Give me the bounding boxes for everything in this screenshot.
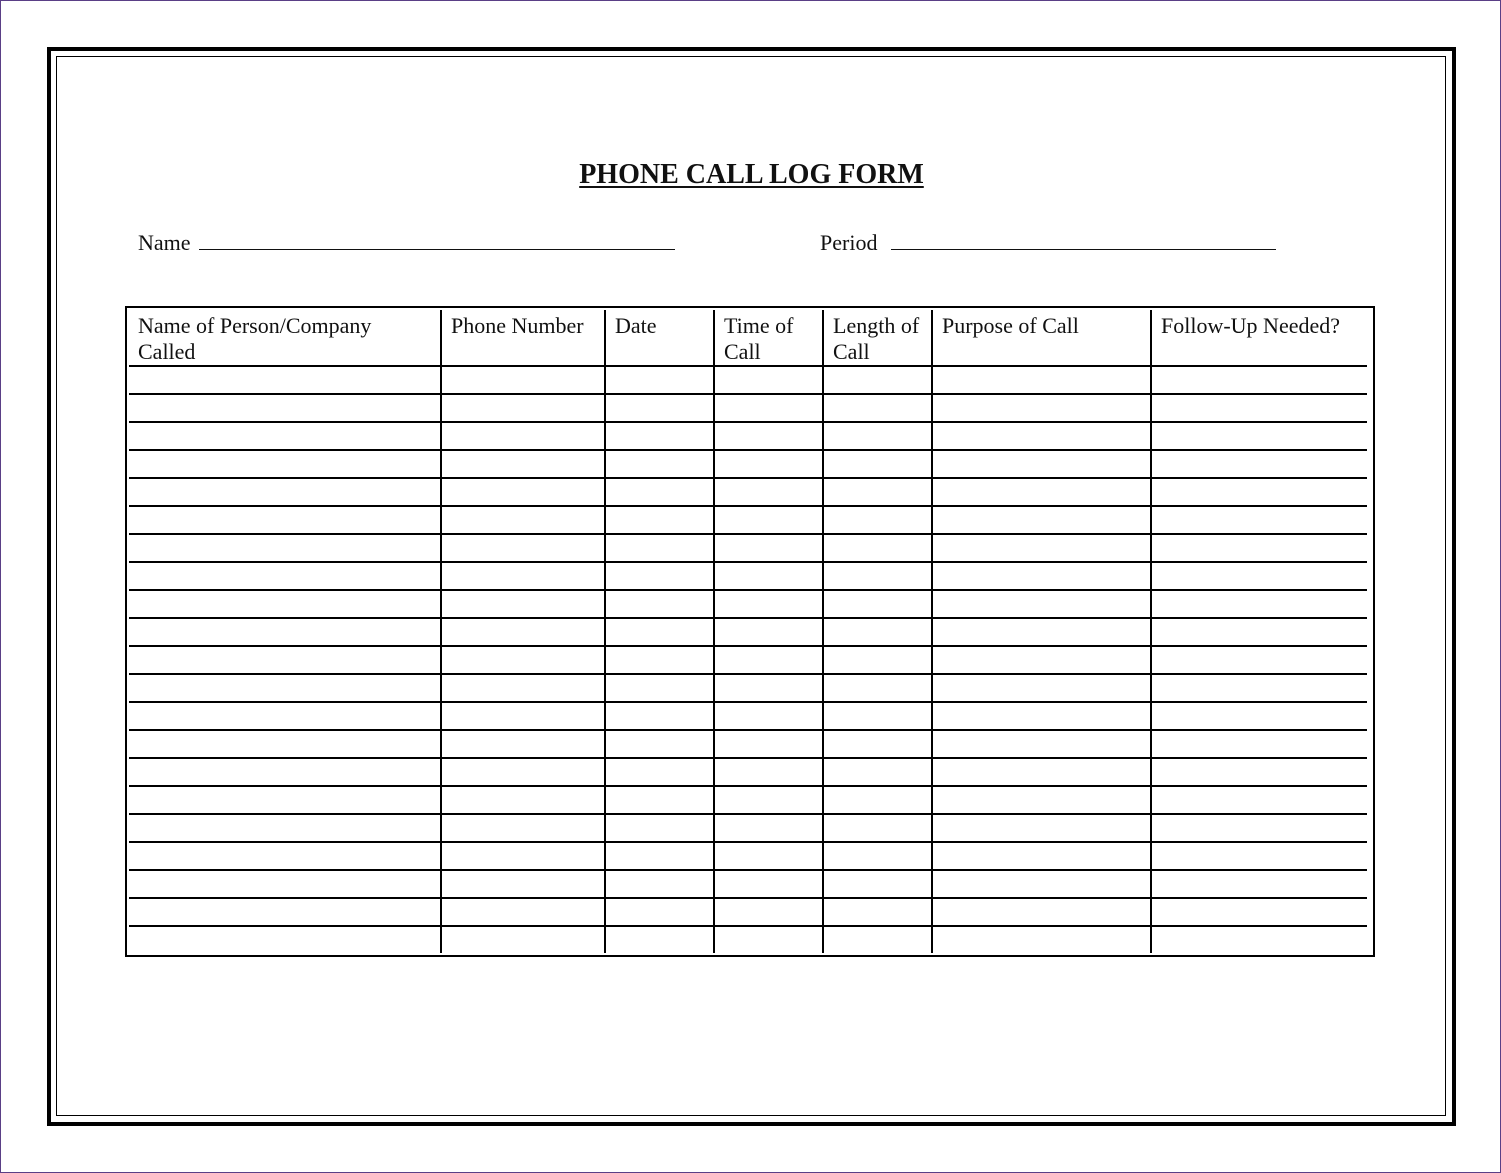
table-cell[interactable] xyxy=(129,730,441,758)
table-cell[interactable] xyxy=(932,534,1151,562)
table-cell[interactable] xyxy=(823,478,932,506)
table-cell[interactable] xyxy=(129,366,441,394)
table-cell[interactable] xyxy=(129,618,441,646)
table-row xyxy=(129,674,1367,702)
table-cell[interactable] xyxy=(932,562,1151,590)
table-cell[interactable] xyxy=(932,730,1151,758)
name-field xyxy=(138,230,675,256)
table-cell[interactable] xyxy=(932,870,1151,898)
column-header: Date xyxy=(605,310,714,366)
table-cell[interactable] xyxy=(932,842,1151,870)
table-row xyxy=(129,870,1367,898)
table-cell[interactable] xyxy=(932,674,1151,702)
table-cell[interactable] xyxy=(1151,842,1367,870)
table-cell[interactable] xyxy=(441,590,605,618)
table-cell[interactable] xyxy=(441,422,605,450)
table-cell[interactable] xyxy=(714,394,823,422)
table-cell[interactable] xyxy=(1151,898,1367,926)
table-cell[interactable] xyxy=(714,786,823,814)
table-row xyxy=(129,506,1367,534)
table-cell[interactable] xyxy=(1151,450,1367,478)
table-cell[interactable] xyxy=(823,926,932,953)
table-cell[interactable] xyxy=(441,478,605,506)
table-cell[interactable] xyxy=(441,926,605,953)
table-cell[interactable] xyxy=(129,758,441,786)
table-cell[interactable] xyxy=(605,478,714,506)
table-cell[interactable] xyxy=(1151,534,1367,562)
table-cell[interactable] xyxy=(823,702,932,730)
form-title xyxy=(1,159,1501,191)
table-cell[interactable] xyxy=(823,814,932,842)
table-cell[interactable] xyxy=(932,506,1151,534)
table-row xyxy=(129,730,1367,758)
table-cell[interactable] xyxy=(441,730,605,758)
table-cell[interactable] xyxy=(714,562,823,590)
column-header: Purpose of Call xyxy=(932,310,1151,366)
table-cell[interactable] xyxy=(714,674,823,702)
table-cell[interactable] xyxy=(605,450,714,478)
period-blank-line[interactable] xyxy=(891,231,1276,250)
table-cell[interactable] xyxy=(129,870,441,898)
table-cell[interactable] xyxy=(1151,674,1367,702)
table-row xyxy=(129,562,1367,590)
table-cell[interactable] xyxy=(823,506,932,534)
table-cell[interactable] xyxy=(441,394,605,422)
table-cell[interactable] xyxy=(1151,562,1367,590)
table-cell[interactable] xyxy=(441,674,605,702)
table-cell[interactable] xyxy=(714,926,823,953)
table-cell[interactable] xyxy=(714,366,823,394)
table-cell[interactable] xyxy=(1151,926,1367,953)
table-cell[interactable] xyxy=(129,674,441,702)
table-row xyxy=(129,646,1367,674)
table-cell[interactable] xyxy=(129,814,441,842)
table-cell[interactable] xyxy=(932,366,1151,394)
table-cell[interactable] xyxy=(605,730,714,758)
table-row xyxy=(129,618,1367,646)
table-cell[interactable] xyxy=(714,422,823,450)
form-title-text: PHONE CALL LOG FORM xyxy=(579,159,924,190)
table-cell[interactable] xyxy=(1151,618,1367,646)
table-cell[interactable] xyxy=(932,814,1151,842)
table-row xyxy=(129,842,1367,870)
table-cell[interactable] xyxy=(1151,394,1367,422)
table-cell[interactable] xyxy=(714,590,823,618)
table-cell[interactable] xyxy=(441,366,605,394)
table-cell[interactable] xyxy=(714,618,823,646)
table-cell[interactable] xyxy=(932,646,1151,674)
table-cell[interactable] xyxy=(441,842,605,870)
table-row xyxy=(129,422,1367,450)
table-cell[interactable] xyxy=(441,758,605,786)
table-body xyxy=(129,366,1367,953)
table-cell[interactable] xyxy=(714,814,823,842)
table-cell[interactable] xyxy=(129,590,441,618)
table-cell[interactable] xyxy=(605,898,714,926)
table-cell[interactable] xyxy=(605,562,714,590)
table-cell[interactable] xyxy=(714,478,823,506)
call-log-table xyxy=(129,310,1367,953)
table-header-row xyxy=(129,310,1367,366)
table-cell[interactable] xyxy=(605,366,714,394)
table-cell[interactable] xyxy=(441,702,605,730)
table-cell[interactable] xyxy=(441,450,605,478)
table-cell[interactable] xyxy=(714,534,823,562)
table-cell[interactable] xyxy=(823,842,932,870)
table-row xyxy=(129,786,1367,814)
name-label: Name xyxy=(138,230,191,255)
column-header: Follow-Up Needed? xyxy=(1151,310,1367,366)
table-cell[interactable] xyxy=(823,730,932,758)
table-row xyxy=(129,394,1367,422)
table-cell[interactable] xyxy=(129,394,441,422)
column-header: Name of Person/Company Called xyxy=(129,310,441,366)
table-cell[interactable] xyxy=(129,786,441,814)
table-cell[interactable] xyxy=(1151,730,1367,758)
table-cell[interactable] xyxy=(129,926,441,953)
table-cell[interactable] xyxy=(823,786,932,814)
table-cell[interactable] xyxy=(129,646,441,674)
table-cell[interactable] xyxy=(441,618,605,646)
table-cell[interactable] xyxy=(1151,758,1367,786)
table-row xyxy=(129,926,1367,953)
table-cell[interactable] xyxy=(605,618,714,646)
period-label: Period xyxy=(820,230,878,255)
table-cell[interactable] xyxy=(823,898,932,926)
table-row xyxy=(129,450,1367,478)
table-cell[interactable] xyxy=(605,674,714,702)
column-header: Time of Call xyxy=(714,310,823,366)
table-cell[interactable] xyxy=(129,898,441,926)
table-cell[interactable] xyxy=(441,814,605,842)
table-row xyxy=(129,814,1367,842)
table-row xyxy=(129,590,1367,618)
table-cell[interactable] xyxy=(441,506,605,534)
table-cell[interactable] xyxy=(823,450,932,478)
table-cell[interactable] xyxy=(714,842,823,870)
table-cell[interactable] xyxy=(932,618,1151,646)
table-cell[interactable] xyxy=(1151,814,1367,842)
table-cell[interactable] xyxy=(441,786,605,814)
table-row xyxy=(129,478,1367,506)
table-cell[interactable] xyxy=(129,562,441,590)
table-cell[interactable] xyxy=(129,702,441,730)
table-cell[interactable] xyxy=(714,730,823,758)
table-cell[interactable] xyxy=(605,534,714,562)
table-cell[interactable] xyxy=(823,366,932,394)
table-cell[interactable] xyxy=(823,590,932,618)
table-cell[interactable] xyxy=(605,926,714,953)
table-cell[interactable] xyxy=(714,758,823,786)
table-cell[interactable] xyxy=(605,422,714,450)
table-cell[interactable] xyxy=(1151,366,1367,394)
table-cell[interactable] xyxy=(1151,422,1367,450)
column-header: Phone Number xyxy=(441,310,605,366)
table-cell[interactable] xyxy=(1151,590,1367,618)
table-cell[interactable] xyxy=(823,758,932,786)
table-cell[interactable] xyxy=(441,534,605,562)
table-cell[interactable] xyxy=(605,870,714,898)
table-row xyxy=(129,702,1367,730)
call-log-table-frame xyxy=(125,306,1375,957)
table-cell[interactable] xyxy=(932,590,1151,618)
table-cell[interactable] xyxy=(714,646,823,674)
table-cell[interactable] xyxy=(823,646,932,674)
table-cell[interactable] xyxy=(129,422,441,450)
table-row xyxy=(129,758,1367,786)
table-cell[interactable] xyxy=(1151,506,1367,534)
name-blank-line[interactable] xyxy=(199,231,675,250)
table-cell[interactable] xyxy=(1151,478,1367,506)
table-cell[interactable] xyxy=(1151,702,1367,730)
table-cell[interactable] xyxy=(714,870,823,898)
period-field xyxy=(820,230,1276,256)
table-cell[interactable] xyxy=(823,422,932,450)
table-cell[interactable] xyxy=(605,590,714,618)
table-cell[interactable] xyxy=(605,814,714,842)
table-cell[interactable] xyxy=(605,842,714,870)
table-row xyxy=(129,366,1367,394)
table-cell[interactable] xyxy=(823,870,932,898)
table-cell[interactable] xyxy=(823,562,932,590)
table-cell[interactable] xyxy=(823,674,932,702)
table-cell[interactable] xyxy=(129,506,441,534)
table-cell[interactable] xyxy=(823,618,932,646)
table-cell[interactable] xyxy=(441,646,605,674)
table-cell[interactable] xyxy=(441,898,605,926)
table-cell[interactable] xyxy=(932,758,1151,786)
table-cell[interactable] xyxy=(605,786,714,814)
table-cell[interactable] xyxy=(1151,870,1367,898)
table-cell[interactable] xyxy=(441,870,605,898)
table-cell[interactable] xyxy=(605,646,714,674)
table-cell[interactable] xyxy=(605,758,714,786)
table-cell[interactable] xyxy=(714,702,823,730)
table-cell[interactable] xyxy=(605,702,714,730)
table-row xyxy=(129,534,1367,562)
table-cell[interactable] xyxy=(605,506,714,534)
table-cell[interactable] xyxy=(823,534,932,562)
table-cell[interactable] xyxy=(714,450,823,478)
table-cell[interactable] xyxy=(932,422,1151,450)
table-cell[interactable] xyxy=(714,898,823,926)
table-cell[interactable] xyxy=(441,562,605,590)
table-cell[interactable] xyxy=(714,506,823,534)
table-cell[interactable] xyxy=(932,394,1151,422)
table-cell[interactable] xyxy=(823,394,932,422)
table-cell[interactable] xyxy=(129,478,441,506)
table-cell[interactable] xyxy=(1151,646,1367,674)
table-cell[interactable] xyxy=(129,450,441,478)
table-cell[interactable] xyxy=(932,478,1151,506)
table-cell[interactable] xyxy=(932,450,1151,478)
table-cell[interactable] xyxy=(129,842,441,870)
table-cell[interactable] xyxy=(932,786,1151,814)
column-header: Length of Call xyxy=(823,310,932,366)
table-cell[interactable] xyxy=(932,898,1151,926)
table-cell[interactable] xyxy=(605,394,714,422)
table-cell[interactable] xyxy=(129,534,441,562)
table-row xyxy=(129,898,1367,926)
table-cell[interactable] xyxy=(932,926,1151,953)
table-cell[interactable] xyxy=(932,702,1151,730)
table-cell[interactable] xyxy=(1151,786,1367,814)
